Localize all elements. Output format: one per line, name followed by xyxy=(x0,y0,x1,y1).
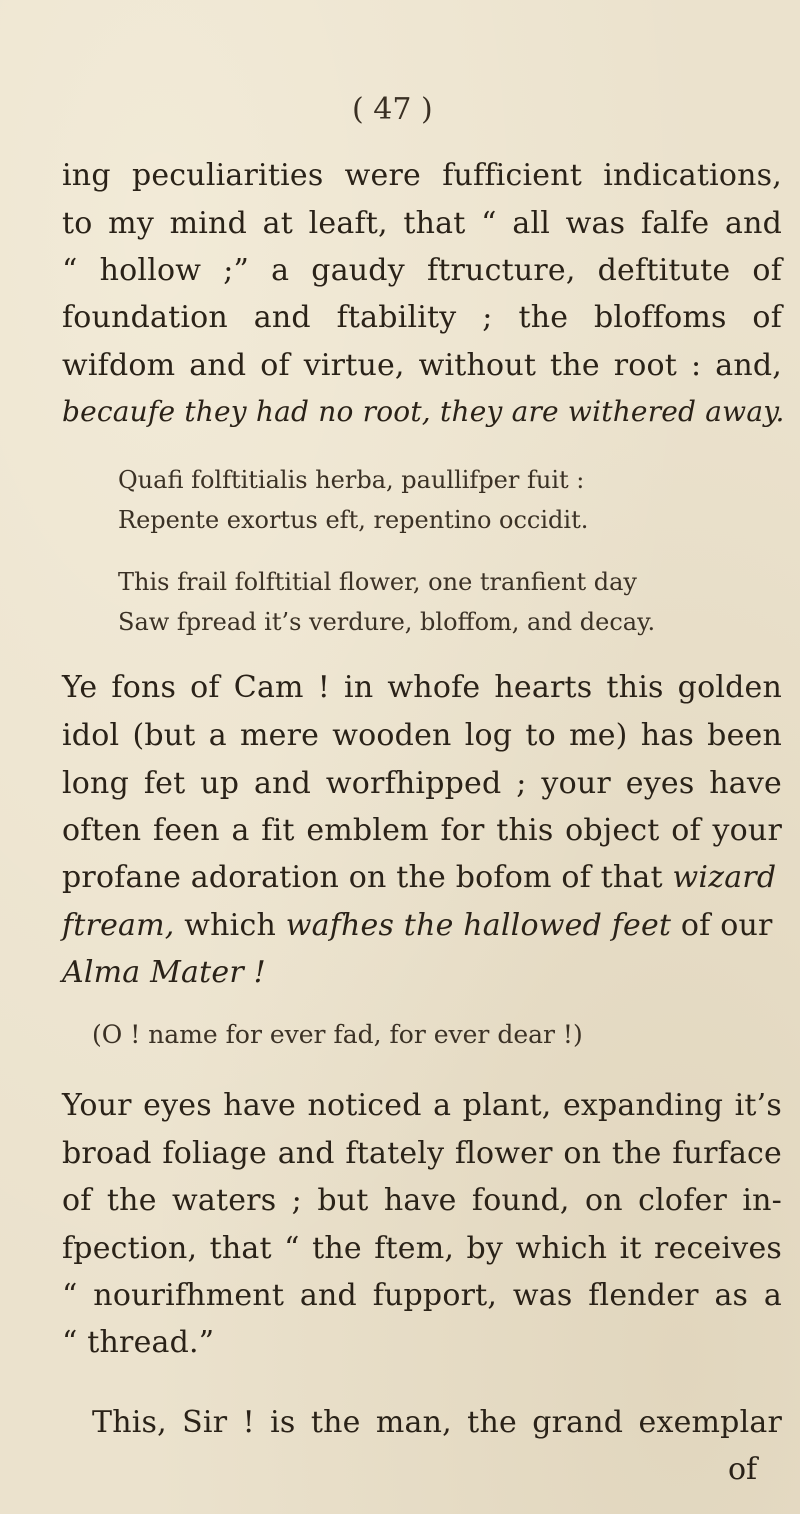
paragraph-2-stream: ftream, xyxy=(62,908,175,943)
paragraph-1-line-1: ing peculiarities were fufficient indications, xyxy=(62,158,782,193)
paragraph-3-line-1: Your eyes have noticed a plant, expanding it’s xyxy=(62,1088,782,1123)
paragraph-3-line-3: of the waters ; but have found, on clofer in- xyxy=(62,1183,782,1218)
paragraph-2-of-our: of our xyxy=(671,908,773,943)
latin-verse-line-1: Quafi folftitialis herba, paullifper fuit : xyxy=(118,466,585,494)
english-verse-line-2: Saw fpread it’s verdure, bloffom, and decay. xyxy=(118,608,656,636)
paragraph-2-line-5-text: profane adoration on the bofom of that xyxy=(62,860,673,895)
paragraph-2-line-5 xyxy=(62,860,776,895)
paragraph-3-line-5: “ nourifhment and fupport, was flender as a xyxy=(62,1278,782,1313)
paragraph-1-line-6: becaufe they had no root, they are withered away. xyxy=(62,395,785,428)
page-number: ( 47 ) xyxy=(352,92,433,127)
catchword: of xyxy=(728,1452,758,1487)
paragraph-2-which: which xyxy=(174,908,286,943)
paragraph-2-line-1: Ye fons of Cam ! in whofe hearts this golden xyxy=(62,670,782,705)
paragraph-3-line-6: “ thread.” xyxy=(62,1325,215,1360)
english-verse-line-1: This frail folftitial flower, one tranfient day xyxy=(118,568,637,596)
paragraph-2-line-3: long fet up and worfhipped ; your eyes have xyxy=(62,766,782,801)
paragraph-3-line-2: broad foliage and ftately flower on the furface xyxy=(62,1136,782,1171)
paragraph-2-line-2: idol (but a mere wooden log to me) has been xyxy=(62,718,782,753)
parenthetical-line: (O ! name for ever fad, for ever dear !) xyxy=(92,1020,583,1049)
paragraph-4-line-1: This, Sir ! is the man, the grand exemplar xyxy=(92,1405,782,1440)
paragraph-2-wizard: wizard xyxy=(672,860,777,895)
paragraph-1-line-5: wifdom and of virtue, without the root : and, xyxy=(62,348,782,383)
latin-verse-line-2: Repente exortus eft, repentino occidit. xyxy=(118,506,589,534)
paragraph-2-washes: wafhes the hallowed feet xyxy=(285,908,672,943)
paragraph-2-line-6 xyxy=(62,908,773,943)
paragraph-2-line-4: often feen a fit emblem for this object of your xyxy=(62,813,782,848)
paragraph-3-line-4: fpection, that “ the ftem, by which it receives xyxy=(62,1231,782,1266)
paragraph-1-line-2: to my mind at leaft, that “ all was falfe and xyxy=(62,206,782,241)
paragraph-1-line-3: “ hollow ;” a gaudy ftructure, deftitute of xyxy=(62,253,782,288)
paragraph-1-line-4: foundation and ftability ; the bloffoms of xyxy=(62,300,782,335)
paragraph-2-line-7: Alma Mater ! xyxy=(62,955,266,990)
